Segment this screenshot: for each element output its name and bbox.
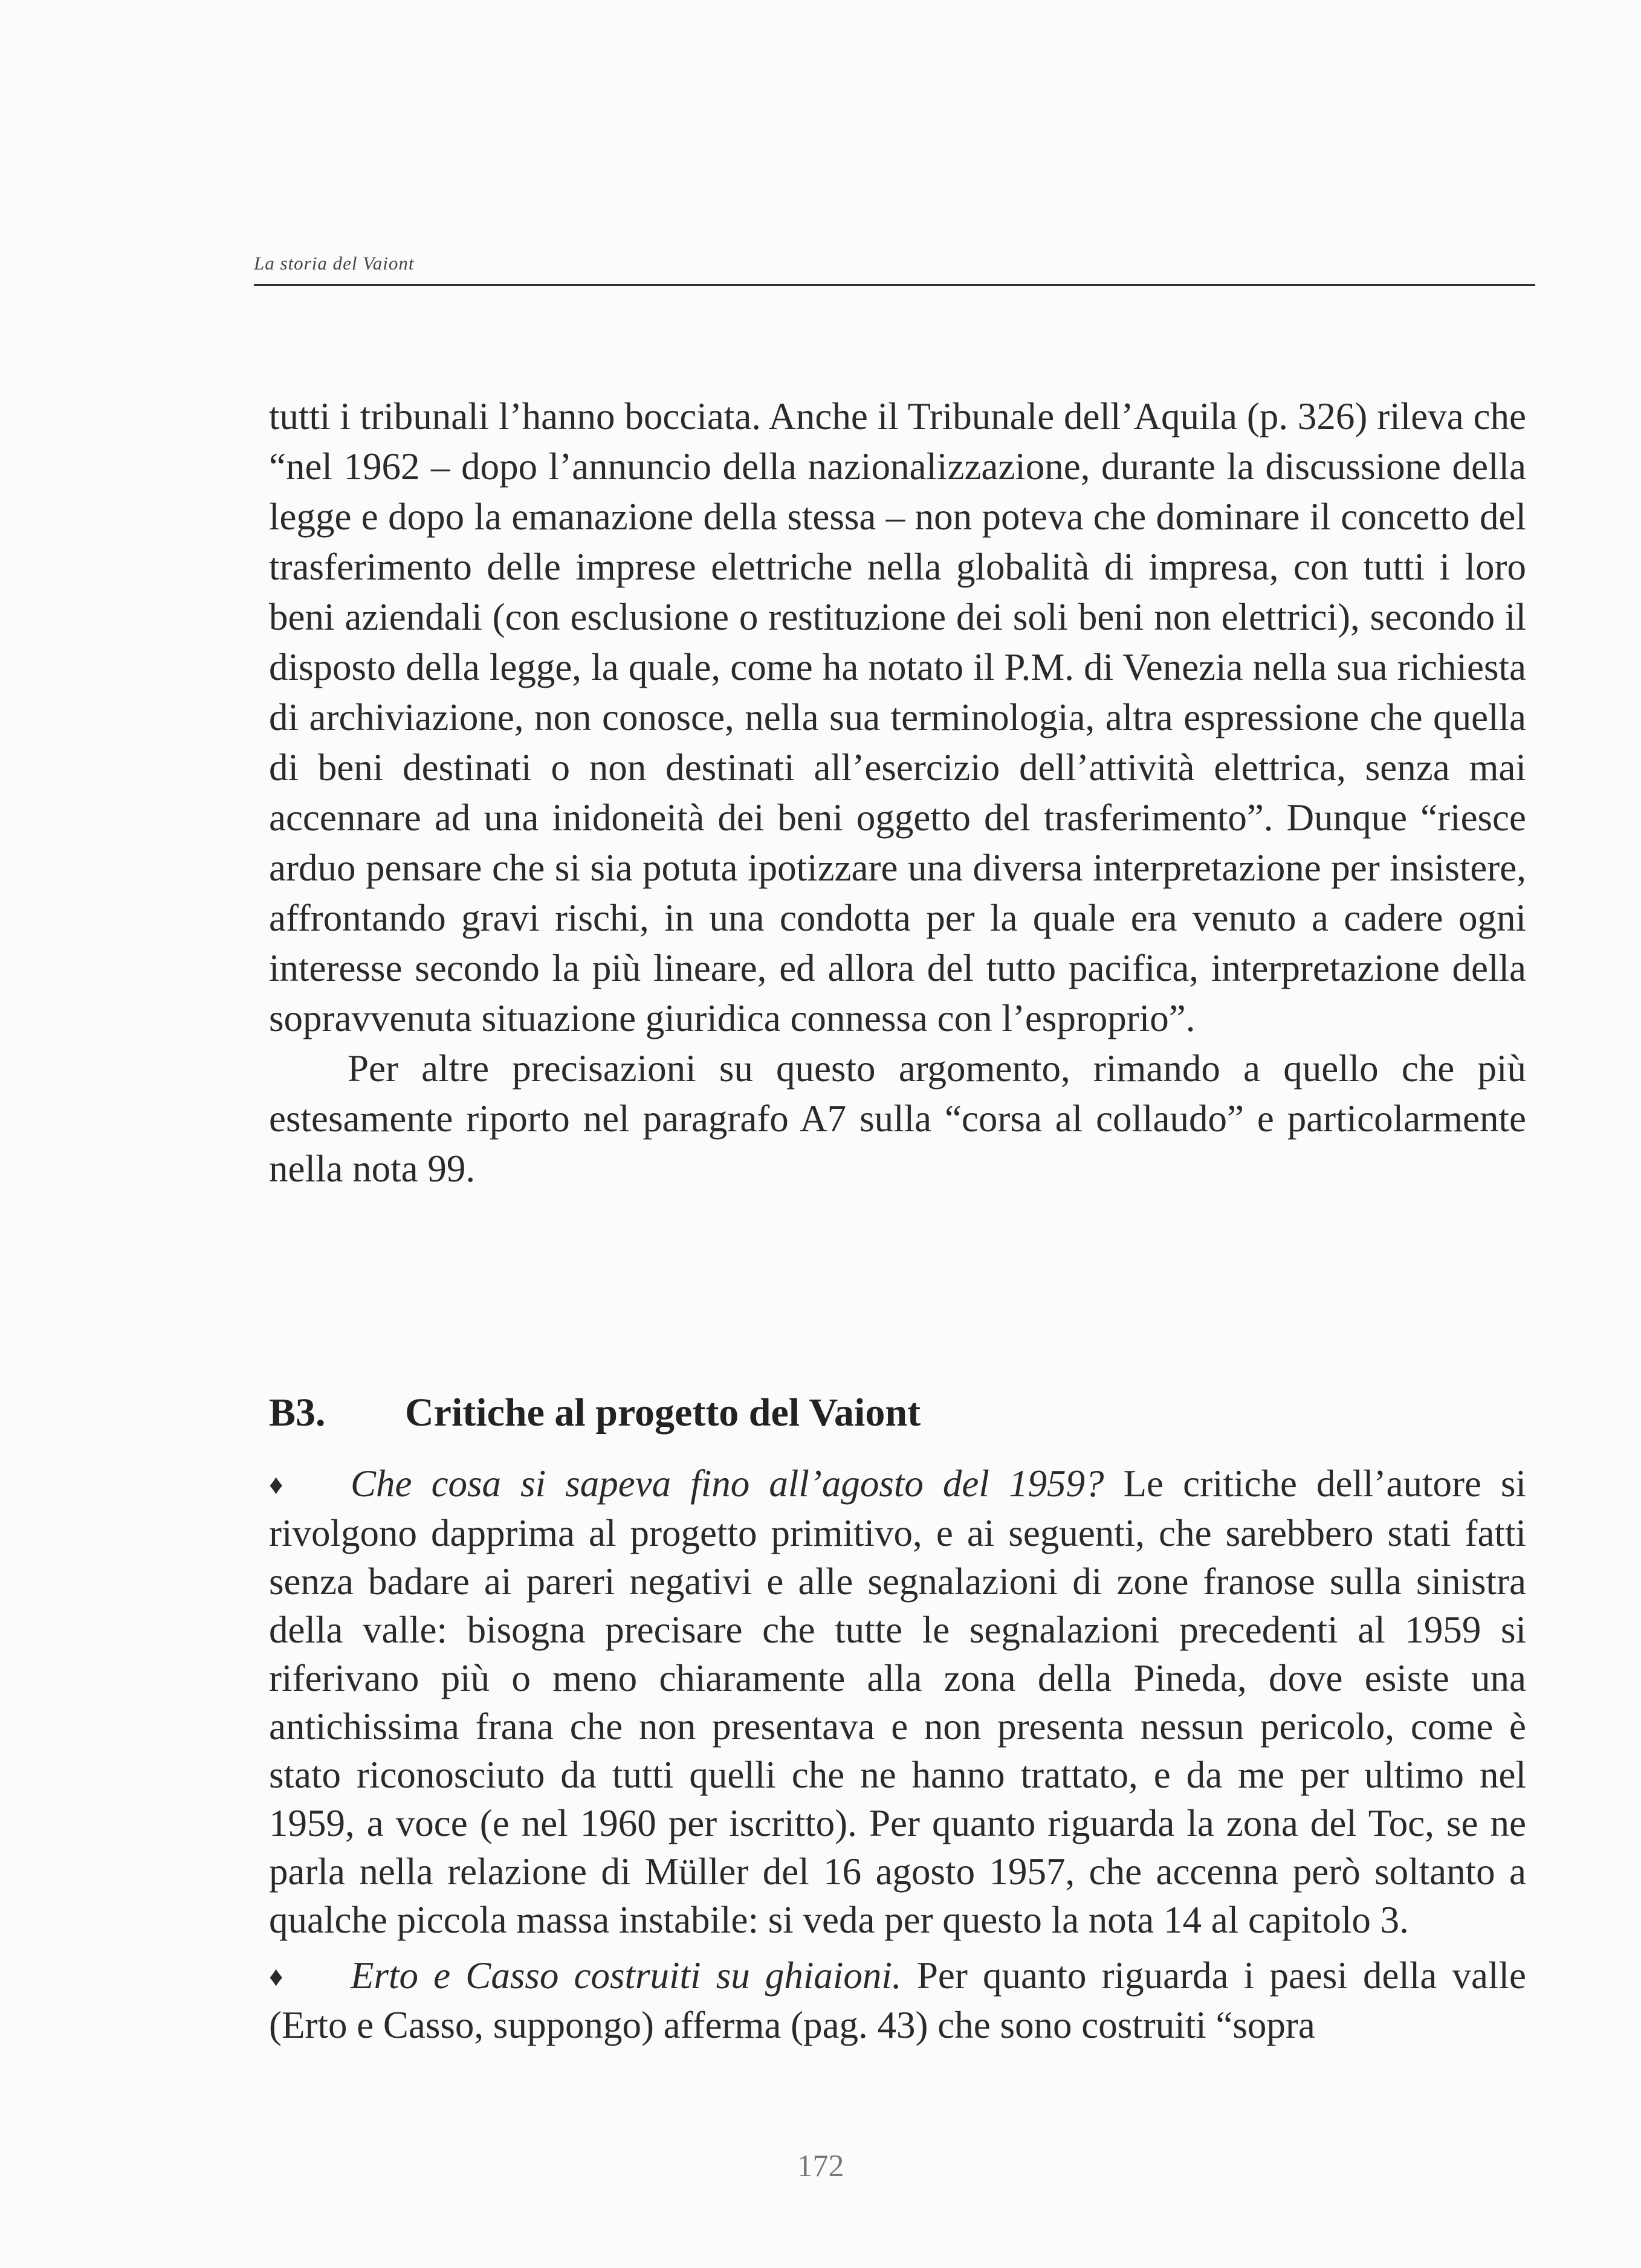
bullet-paragraph [269,1459,1526,1944]
header-rule [254,284,1535,286]
paragraph: Per altre precisazioni su questo argomento, rimando a quello che più estesamente riporto nel paragrafo A7 sulla “corsa al collaudo” e particolarmente nella nota 99. [269,1047,1526,1190]
page-number: 172 [797,2149,844,2183]
paragraph: tutti i tribunali l’hanno bocciata. Anche il Tribunale dell’Aquila (p. 326) rileva che “nel 1962 – dopo l’annuncio della nazionalizzazione, durante la discussione della legge e dopo la emanazione della stessa – non poteva che dominare il concetto del trasferimento delle imprese elettriche nella globalità di impresa, con tutti i loro beni aziendali (con esclusione o restituzione dei soli beni non elettrici), secondo il disposto della legge, la quale, come ha notato il P.M. di Venezia nella sua richiesta di archiviazione, non conosce, nella sua terminologia, altra espressione che quella di beni destinati o non destinati all’esercizio dell’attività elettrica, senza mai accennare ad una inidoneità dei beni oggetto del trasferimento”. Dunque “riesce arduo pensare che si sia potuta ipotizzare una diversa interpretazione per insistere, affrontando gravi rischi, in una condotta per la quale era venuto a cadere ogni interesse secondo la più lineare, ed allora del tutto pacifica, interpretazione della sopravvenuta situazione giuridica connessa con l’esproprio”. [269,395,1526,1039]
section-heading [269,1390,1526,1436]
bullet-text: Le critiche dell’autore si rivolgono dapprima al progetto primitivo, e ai seguenti, che sarebbero stati fatti senza badare ai pareri negativi e alle segnalazioni di zone franose sulla sinistra della valle: bisogna precisare che tutte le segnalazioni precedenti al 1959 si riferivano più o meno chiaramente alla zona della Pineda, dove esiste una antichissima frana che non presentava e non presenta nessun pericolo, come è stato riconosciuto da tutti quelli che ne hanno trattato, e da me per ultimo nel 1959, a voce (e nel 1960 per iscritto). Per quanto riguarda la zona del Toc, se ne parla nella relazione di Müller del 16 agosto 1957, che accenna però soltanto a qualche piccola massa instabile: si veda per questo la nota 14 al capitolo 3. [269,1462,1527,1941]
section-number: B3. [269,1391,326,1435]
bullet-paragraph [269,1951,1526,2049]
bullet-text: Per quanto riguarda i paesi della valle (Erto e Casso, suppongo) afferma (pag. 43) che sono costruiti “sopra [269,1954,1526,2046]
bullet-lead-title: Erto e Casso costruiti su ghiaioni. [351,1954,902,1997]
body-text [269,392,1526,1194]
running-head: La storia del Vaiont [254,253,415,274]
section-body [269,1459,1526,2056]
diamond-bullet-icon: ♦ [269,1469,283,1500]
diamond-bullet-icon: ♦ [269,1961,283,1992]
section-title: Critiche al progetto del Vaiont [405,1391,921,1435]
bullet-lead-title: Che cosa si sapeva fino all’agosto del 1959? [351,1462,1104,1505]
